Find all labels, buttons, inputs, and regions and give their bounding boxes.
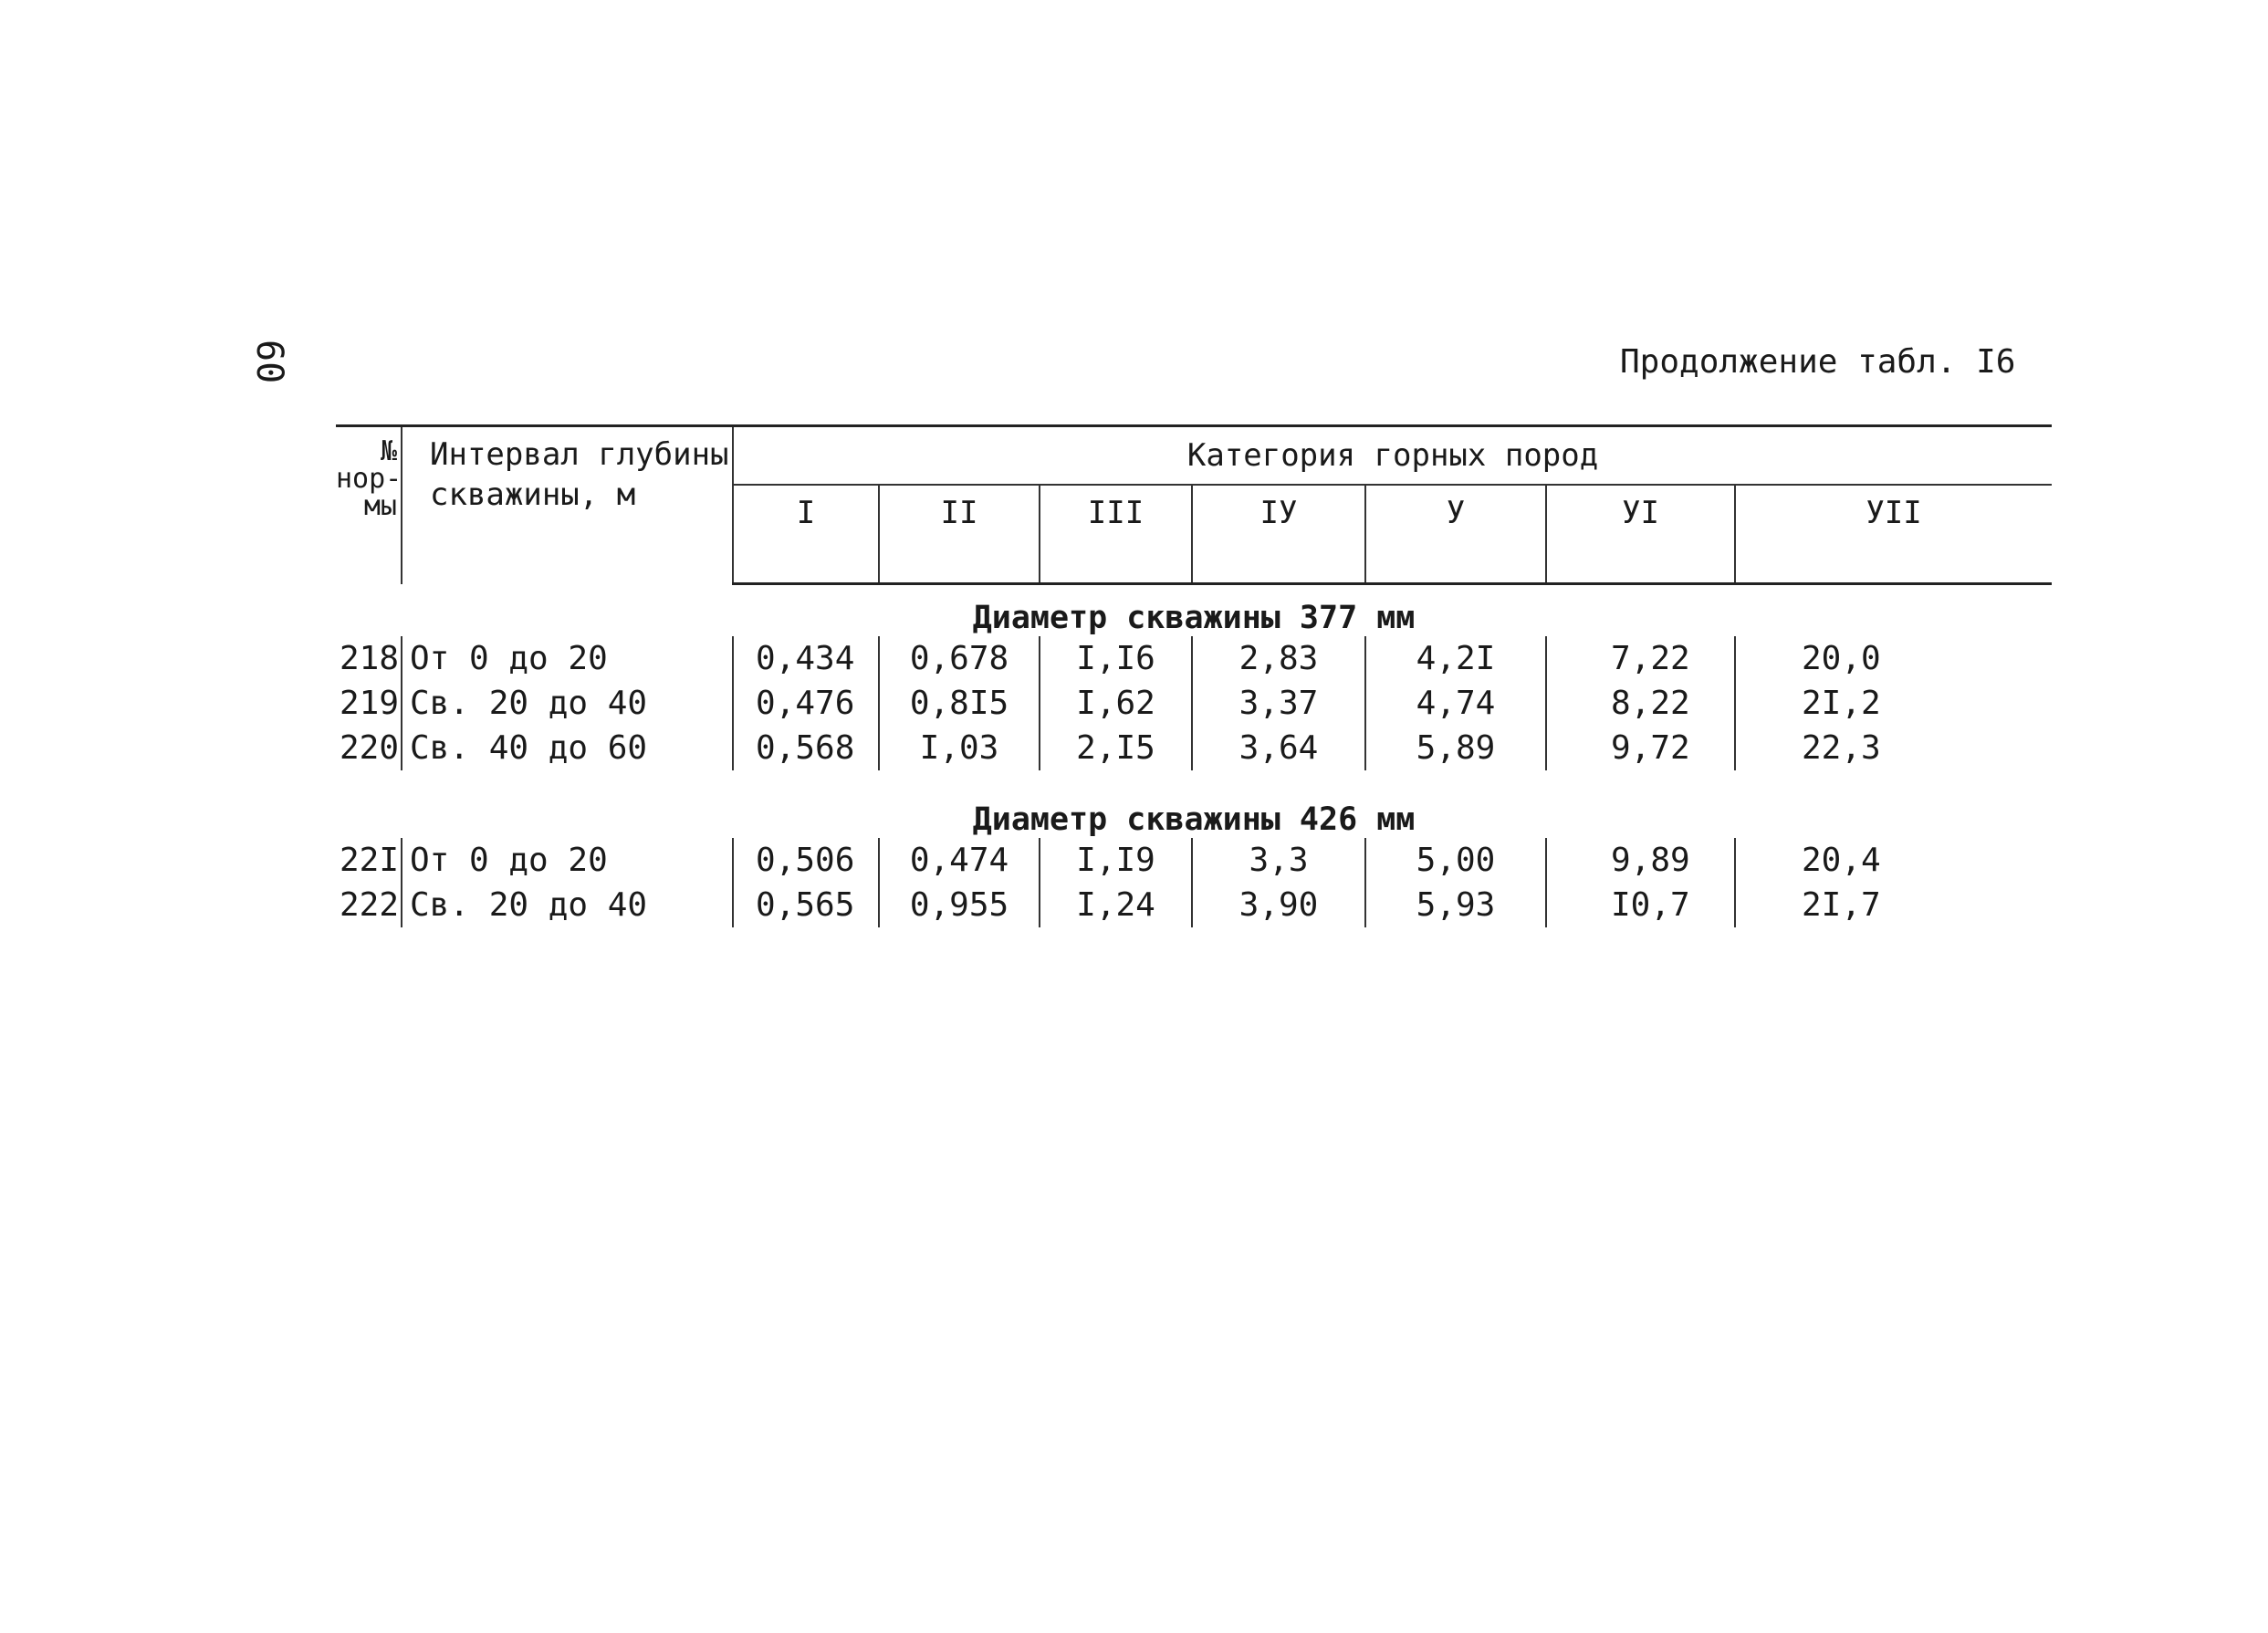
value-cat-3: I,62 (1040, 681, 1192, 726)
value-cat-4: 3,37 (1192, 681, 1365, 726)
table-continuation-label: Продолжение табл. I6 (1620, 343, 2016, 381)
value-cat-6: 9,72 (1546, 726, 1735, 770)
norm-number: 222 (336, 883, 402, 927)
norms-table (336, 424, 2052, 927)
section-title-377mm: Диаметр скважины 377 мм (972, 600, 1416, 636)
value-cat-3: I,I6 (1040, 636, 1192, 681)
table-body (336, 584, 2052, 928)
header-depth-interval-line1: Интервал глубины (430, 436, 729, 473)
value-cat-7: 2I,7 (1735, 883, 2052, 927)
value-cat-1: 0,568 (733, 726, 879, 770)
value-cat-2: 0,8I5 (879, 681, 1040, 726)
table-row (336, 636, 2052, 681)
depth-interval: Св. 20 до 40 (410, 685, 648, 722)
value-cat-3: I,24 (1040, 883, 1192, 927)
value-cat-2: 0,955 (879, 883, 1040, 927)
header-category-1: I (733, 485, 879, 584)
header-category-3: III (1040, 485, 1192, 584)
table-header (336, 426, 2052, 584)
value-cat-1: 0,506 (733, 838, 879, 883)
value-cat-6: 8,22 (1546, 681, 1735, 726)
value-cat-4: 3,90 (1192, 883, 1365, 927)
value-cat-4: 3,64 (1192, 726, 1365, 770)
depth-interval: От 0 до 20 (410, 640, 608, 677)
norm-number: 219 (336, 681, 402, 726)
norm-number: 218 (336, 636, 402, 681)
table-row (336, 883, 2052, 927)
value-cat-2: 0,474 (879, 838, 1040, 883)
header-category-6: УI (1546, 485, 1735, 584)
value-cat-7: 20,0 (1735, 636, 2052, 681)
value-cat-6: 9,89 (1546, 838, 1735, 883)
page-number: 60 (248, 340, 290, 384)
depth-interval: Св. 40 до 60 (410, 729, 648, 767)
depth-interval: От 0 до 20 (410, 842, 608, 879)
header-norm-number: № нор- мы (336, 426, 402, 584)
value-cat-5: 5,89 (1365, 726, 1546, 770)
section-title-426mm: Диаметр скважины 426 мм (972, 801, 1416, 838)
value-cat-5: 5,00 (1365, 838, 1546, 883)
header-depth-interval-line2: скважины, м (430, 476, 636, 513)
table-row (336, 681, 2052, 726)
value-cat-3: 2,I5 (1040, 726, 1192, 770)
header-category-5: У (1365, 485, 1546, 584)
table-row (336, 726, 2052, 770)
value-cat-1: 0,434 (733, 636, 879, 681)
norm-number: 220 (336, 726, 402, 770)
value-cat-1: 0,476 (733, 681, 879, 726)
value-cat-3: I,I9 (1040, 838, 1192, 883)
value-cat-7: 2I,2 (1735, 681, 2052, 726)
value-cat-5: 5,93 (1365, 883, 1546, 927)
value-cat-2: I,03 (879, 726, 1040, 770)
norms-table-container (336, 424, 2052, 927)
header-category-7: УII (1735, 485, 2052, 584)
value-cat-4: 3,3 (1192, 838, 1365, 883)
table-row (336, 838, 2052, 883)
value-cat-5: 4,2I (1365, 636, 1546, 681)
value-cat-4: 2,83 (1192, 636, 1365, 681)
value-cat-5: 4,74 (1365, 681, 1546, 726)
value-cat-1: 0,565 (733, 883, 879, 927)
value-cat-7: 20,4 (1735, 838, 2052, 883)
header-category-2: II (879, 485, 1040, 584)
header-rock-category: Категория горных пород (733, 426, 2052, 486)
value-cat-7: 22,3 (1735, 726, 2052, 770)
header-depth-interval (402, 426, 733, 584)
value-cat-6: 7,22 (1546, 636, 1735, 681)
norm-number: 22I (336, 838, 402, 883)
depth-interval: Св. 20 до 40 (410, 886, 648, 924)
header-category-4: IУ (1192, 485, 1365, 584)
value-cat-6: I0,7 (1546, 883, 1735, 927)
value-cat-2: 0,678 (879, 636, 1040, 681)
